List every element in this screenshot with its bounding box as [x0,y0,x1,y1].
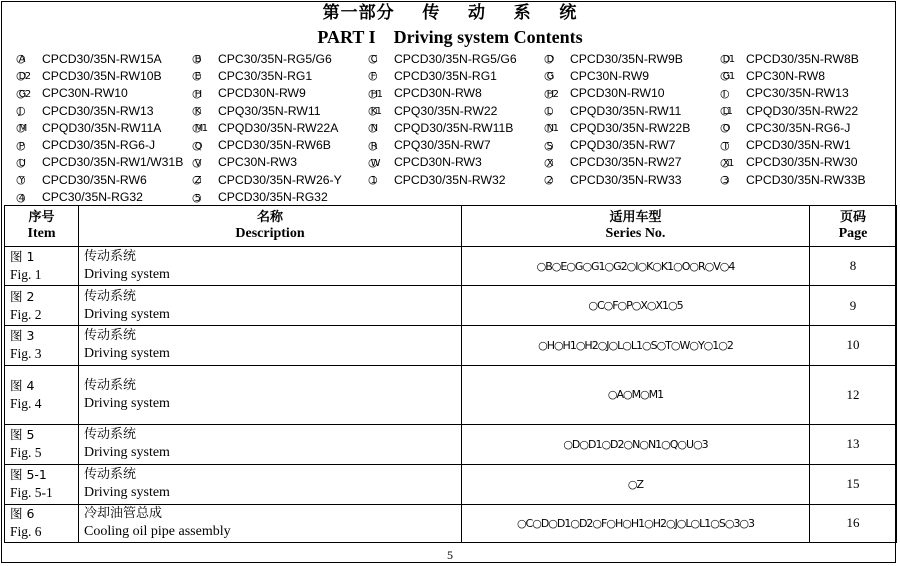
legend-code: ○ B [192,52,218,65]
legend-item [368,154,544,171]
legend-item [368,102,544,119]
legend-model: CPCD30/35N-RG6-J [42,138,156,153]
desc-en: Driving system [84,445,170,461]
legend-item [368,119,544,136]
legend-model: CPCD30/35N-RW6 [42,172,147,187]
item-en: Fig. 3 [10,346,42,362]
desc-cn: 传动系统 [84,377,137,393]
item-cn: 图 4 [10,377,35,393]
desc-cn: 传动系统 [84,427,137,443]
legend-code: ○ Z [192,173,218,186]
legend-model: CPCD30/35N-RW32 [394,172,506,187]
legend-model: CPCD30/35N-RG1 [394,68,497,83]
cell-item [5,247,79,286]
header-series-cn: 适用车型 [609,210,662,225]
item-cn: 图 1 [10,249,35,265]
legend-model: CPQ30/35N-RW7 [394,138,491,153]
desc-cn: 传动系统 [84,288,137,304]
item-cn: 图 5-1 [10,467,47,483]
header-item-en: Item [27,226,56,241]
legend-model: CPCD30/35N-RG5/G6 [394,51,517,66]
cell-item [5,465,79,504]
cell-item [5,325,79,365]
legend-item [720,119,896,136]
legend-model: CPCD30/35N-RG32 [218,190,328,205]
legend-item [192,67,368,84]
legend-item [720,136,896,153]
legend-model: CPQD30/35N-RW22B [570,120,691,135]
legend-code: ○ 2 [544,173,570,186]
item-cn: 图 2 [10,288,35,304]
legend-model: CPCD30/35N-RW26-Y [218,172,342,187]
legend-code: ○ R [368,139,394,152]
legend-code: ○ Y [16,173,42,186]
legend-model: CPCD30N-RW9 [218,86,306,101]
model-legend [16,50,896,206]
legend-item [16,85,192,102]
legend-model: CPCD30/35N-RW10B [42,68,162,83]
item-en: Fig. 5 [10,445,42,461]
contents-table [4,205,897,543]
table-row [5,247,897,286]
legend-model: CPCD30/35N-RW1 [746,138,851,153]
legend-item [544,85,720,102]
legend-item [720,85,896,102]
legend-item [16,102,192,119]
legend-item [544,102,720,119]
legend-model: CPCD30/35N-RW15A [42,51,162,66]
legend-item [544,171,720,188]
legend-code: ○ J [16,104,42,117]
cell-description [79,504,462,542]
cell-description [79,247,462,286]
legend-code: ○ M1 [192,121,218,134]
header-item [5,206,79,247]
legend-item [192,136,368,153]
cell-page: 15 [810,465,897,504]
cell-description [79,424,462,464]
legend-code: ○ 5 [192,191,218,204]
cell-page: 13 [810,424,897,464]
legend-code: ○ I [720,87,746,100]
legend-model: CPCD30/35N-RW30 [746,155,858,170]
legend-item [16,119,192,136]
item-en: Fig. 6 [10,524,42,540]
legend-item [16,67,192,84]
cell-description [79,286,462,325]
item-en: Fig. 4 [10,395,42,411]
legend-item [192,102,368,119]
legend-item [720,67,896,84]
header-page-en: Page [838,226,868,241]
legend-item [368,67,544,84]
cell-series: ○D○D1○D2○N○N1○Q○U○3 [462,424,810,464]
item-en: Fig. 5-1 [10,485,53,501]
table-row [5,325,897,365]
legend-item [16,136,192,153]
legend-code: ○ 1 [368,173,394,186]
legend-item [192,154,368,171]
legend-item [544,119,720,136]
table-row [5,504,897,542]
desc-en: Driving system [84,485,170,501]
cell-series: ○C○F○P○X○X1○5 [462,286,810,325]
legend-code: ○ D2 [16,69,42,82]
title-chinese: 第一部分 传 动 系 统 [322,3,578,23]
legend-code: ○ X [544,156,570,169]
legend-code: ○ U [16,156,42,169]
legend-model: CPC30N-RW3 [218,155,298,170]
desc-en: Driving system [84,346,170,362]
legend-code: ○ P [16,139,42,152]
legend-model: CPC30N-RW8 [746,68,826,83]
legend-code: ○ G1 [720,69,746,82]
legend-item [192,50,368,67]
cell-item [5,504,79,542]
desc-cn: 传动系统 [84,467,137,483]
legend-item [720,50,896,67]
item-en: Fig. 2 [10,306,42,322]
legend-model: CPQD30/35N-RW11B [394,120,514,135]
cell-series: ○A○M○M1 [462,366,810,425]
legend-code: ○ K1 [368,104,394,117]
legend-model: CPQD30/35N-RW22A [218,120,339,135]
desc-cn: 冷却油管总成 [84,506,163,522]
legend-item [192,85,368,102]
header-item-cn: 序号 [28,210,55,225]
legend-model: CPCD30N-RW3 [394,155,482,170]
legend-code: ○ H2 [544,87,570,100]
cell-description [79,325,462,365]
legend-model: CPC30N-RW9 [570,68,650,83]
legend-code: ○ Q [192,139,218,152]
legend-item [192,171,368,188]
legend-model: CPCD30N-RW10 [570,86,665,101]
legend-model: CPCD30/35N-RW1/W31B [42,155,184,170]
legend-item [192,119,368,136]
legend-model: CPC30/35N-RW13 [746,86,849,101]
legend-model: CPCD30/35N-RW6B [218,138,331,153]
legend-code: ○ C [368,52,394,65]
cell-page: 12 [810,366,897,425]
cell-series: ○B○E○G○G1○G2○I○K○K1○O○R○V○4 [462,247,810,286]
cell-series: ○C○D○D1○D2○F○H○H1○H2○J○L○L1○S○3○3 [462,504,810,542]
legend-item [16,154,192,171]
legend-code: ○ K [192,104,218,117]
legend-code: ○ H1 [368,87,394,100]
cell-page: 9 [810,286,897,325]
item-en: Fig. 1 [10,267,42,283]
legend-item [368,136,544,153]
legend-model: CPC30/35N-RG1 [218,68,313,83]
legend-code: ○ X1 [720,156,746,169]
legend-code: ○ W [368,156,394,169]
table-header-row [5,206,897,247]
legend-item [544,50,720,67]
legend-item [16,188,192,205]
legend-code: ○ A [16,52,42,65]
cell-page: 16 [810,504,897,542]
header-desc-cn: 名称 [256,210,283,225]
legend-item [16,50,192,67]
legend-code: ○ T [720,139,746,152]
item-cn: 图 5 [10,427,35,443]
legend-code: ○ D [544,52,570,65]
table-row [5,424,897,464]
legend-model: CPCD30/35N-RW33 [570,172,682,187]
legend-code: ○ L1 [720,104,746,117]
legend-code: ○ D1 [720,52,746,65]
legend-code: ○ V [192,156,218,169]
legend-code: ○ 4 [16,191,42,204]
legend-model: CPC30/35N-RG6-J [746,120,851,135]
legend-model: CPCD30/35N-RW33B [746,172,866,187]
cell-item [5,286,79,325]
item-cn: 图 3 [10,328,35,344]
page-number: 5 [447,548,453,562]
legend-code: ○ O [720,121,746,134]
table-row [5,465,897,504]
desc-en: Driving system [84,267,170,283]
legend-code: ○ G [544,69,570,82]
legend-code: ○ N [368,121,394,134]
header-page-cn: 页码 [839,210,866,225]
cell-item [5,424,79,464]
legend-code: ○ L [544,104,570,117]
legend-code: ○ E [192,69,218,82]
header-series-en: Series No. [605,226,666,241]
legend-item [544,67,720,84]
desc-cn: 传动系统 [84,249,137,265]
legend-model: CPQD30/35N-RW22 [746,103,859,118]
legend-item [720,154,896,171]
item-cn: 图 6 [10,506,35,522]
legend-model: CPQD30/35N-RW11A [42,120,162,135]
legend-item [368,50,544,67]
header-series [462,206,810,247]
header-description [79,206,462,247]
legend-model: CPQD30/35N-RW11 [570,103,682,118]
legend-code: ○ H [192,87,218,100]
desc-cn: 传动系统 [84,328,137,344]
legend-item [544,136,720,153]
legend-model: CPCD30N-RW8 [394,86,482,101]
header-desc-en: Description [235,226,305,241]
header-page [810,206,897,247]
legend-item [368,85,544,102]
legend-model: CPQ30/35N-RW22 [394,103,498,118]
legend-item [720,171,896,188]
cell-description [79,366,462,425]
legend-model: CPC30/35N-RG32 [42,190,143,205]
cell-series: ○H○H1○H2○J○L○L1○S○T○W○Y○1○2 [462,325,810,365]
legend-item [16,171,192,188]
legend-model: CPCD30/35N-RW9B [570,51,683,66]
table-body [5,247,897,543]
legend-model: CPCD30/35N-RW8B [746,51,859,66]
legend-item [720,102,896,119]
legend-code: ○ 3 [720,173,746,186]
table-row [5,286,897,325]
legend-item [544,154,720,171]
legend-code: ○ N1 [544,121,570,134]
legend-code: ○ F [368,69,394,82]
legend-code: ○ G2 [16,87,42,100]
title-english: PART I Driving system Contents [317,27,583,47]
legend-model: CPQD30/35N-RW7 [570,138,676,153]
cell-page: 10 [810,325,897,365]
legend-code: ○ M [16,121,42,134]
legend-code: ○ S [544,139,570,152]
desc-en: Driving system [84,395,170,411]
cell-page: 8 [810,247,897,286]
cell-description [79,465,462,504]
desc-en: Cooling oil pipe assembly [84,524,231,540]
legend-item [192,188,368,205]
table-row [5,366,897,425]
legend-model: CPC30N-RW10 [42,86,128,101]
legend-model: CPCD30/35N-RW13 [42,103,154,118]
cell-item [5,366,79,425]
legend-model: CPQ30/35N-RW11 [218,103,321,118]
cell-series: ○Z [462,465,810,504]
legend-item [368,171,544,188]
legend-model: CPC30/35N-RG5/G6 [218,51,332,66]
legend-model: CPCD30/35N-RW27 [570,155,682,170]
desc-en: Driving system [84,306,170,322]
